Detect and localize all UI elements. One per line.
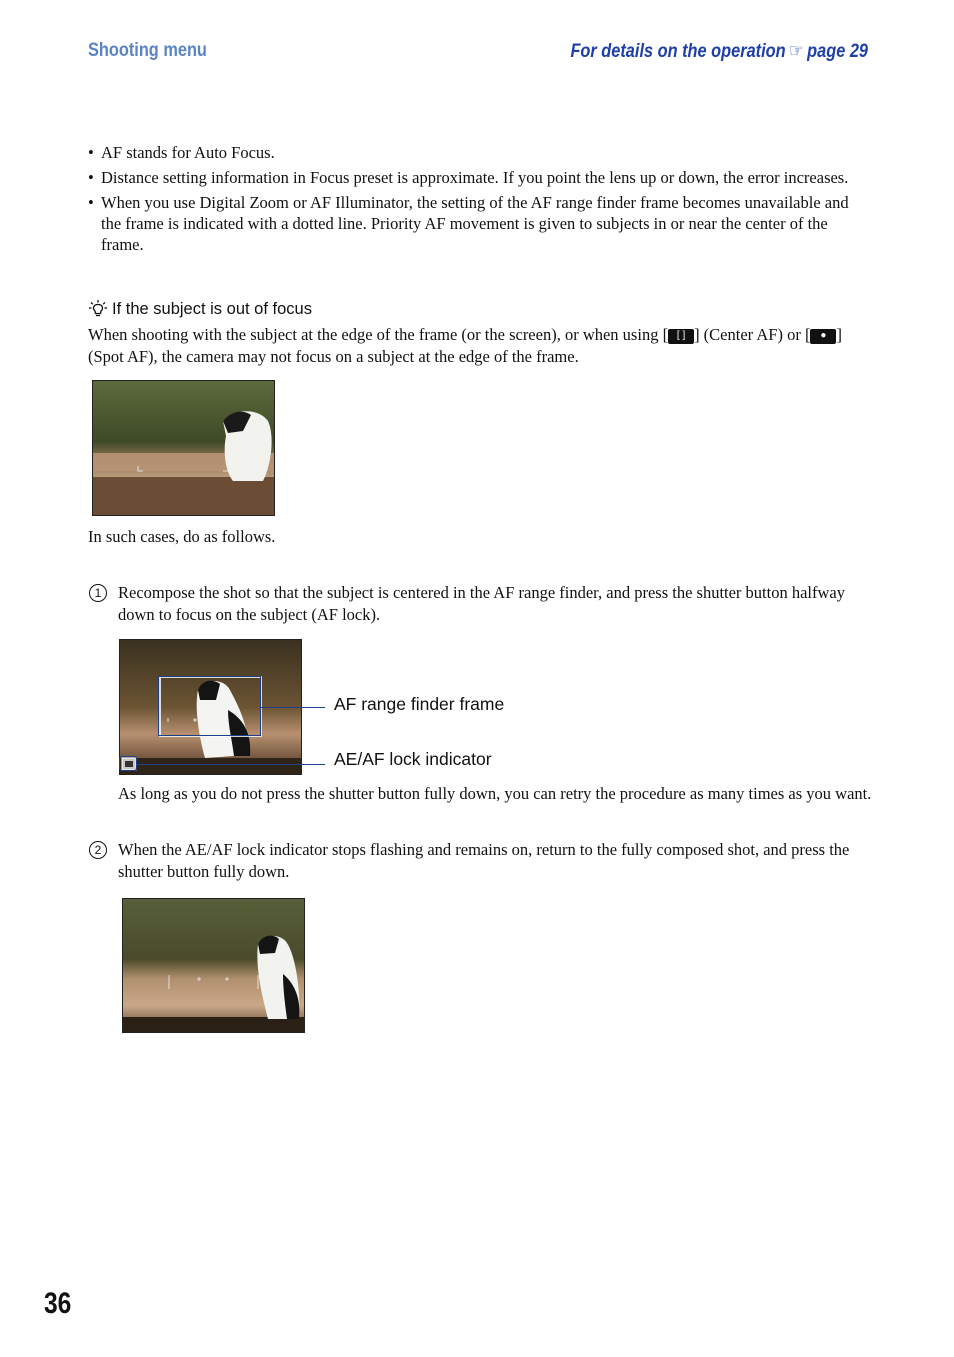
step-number: 1 [89, 584, 107, 602]
note-item: • AF stands for Auto Focus. [88, 142, 872, 163]
note-item: • When you use Digital Zoom or AF Illuminator, the setting of the AF range finder frame becomes unavailable and the frame is indicated with a dotted line. Priority AF movement is given to subjects in or near the center of the frame. [88, 192, 872, 255]
out-of-focus-photo [92, 380, 275, 516]
step-text: Recompose the shot so that the subject is centered in the AF range finder, and press the shutter button halfway down to focus on the subject (AF lock). [118, 583, 845, 624]
notes-list [88, 142, 872, 259]
callout-line-af-frame [261, 707, 325, 708]
followup-text: In such cases, do as follows. [88, 527, 276, 546]
callout-line-ae-lock [137, 764, 325, 765]
tip-heading [88, 299, 312, 319]
af-range-finder-frame [158, 676, 261, 736]
lightbulb-icon [88, 299, 108, 319]
note-item: • Distance setting information in Focus preset is approximate. If you point the lens up or down, the error increases. [88, 167, 872, 188]
tip-title: If the subject is out of focus [112, 299, 312, 318]
callout-ae-lock: AE/AF lock indicator [334, 749, 492, 769]
section-title: Shooting menu [88, 40, 207, 61]
step-number: 2 [89, 841, 107, 859]
tip-body: When shooting with the subject at the edge of the frame (or the screen), or when using [ [ ] ] (Center AF) or [ ● ] (Spot AF), the camera may not focus on a subject at the edge of the frame. [88, 325, 842, 366]
recomposed-photo [122, 898, 305, 1033]
page-number: 36 [44, 1287, 72, 1320]
spot-af-symbol: ● [810, 329, 836, 344]
step-text: When the AE/AF lock indicator stops flashing and remains on, return to the fully composed shot, and press the shutter button fully down. [118, 840, 850, 881]
details-page: page 29 [807, 41, 868, 62]
step-after-text: As long as you do not press the shutter button fully down, you can retry the procedure as many times as you want. [118, 784, 872, 803]
callout-af-frame: AF range finder frame [334, 694, 505, 714]
ae-af-lock-indicator [119, 756, 137, 771]
center-af-symbol: [ ] [668, 329, 694, 344]
details-link[interactable] [570, 40, 868, 63]
details-text: For details on the operation [570, 41, 786, 62]
reference-icon: ☞ [789, 41, 804, 62]
